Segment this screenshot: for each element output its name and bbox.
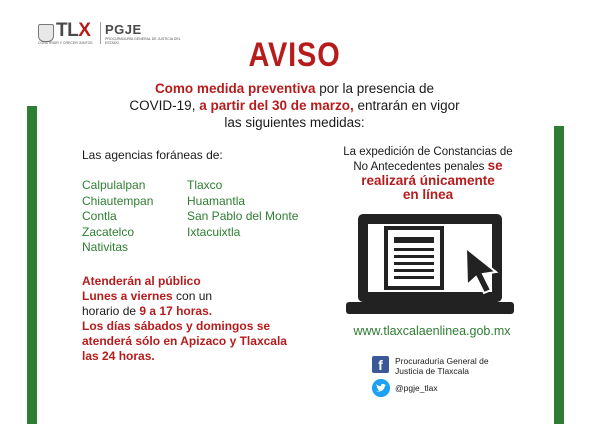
facebook-icon[interactable]: f [372, 356, 389, 373]
list-item: Tlaxco [187, 178, 223, 192]
constancias-info: La expedición de Constancias de No Antecedentes penales se realizará únicamente en línea [343, 146, 513, 202]
list-item: Contla [82, 209, 117, 223]
twitter-icon[interactable] [372, 379, 390, 397]
facebook-label: Procuraduría General de Justicia de Tlaxcala [395, 356, 489, 376]
intro-text: Como medida preventiva por la presencia de COVID-19, a partir del 30 de marzo, entrarán en vigor las siguientes medidas: [129, 81, 460, 130]
logo-pgje-subtitle: PROCURADURÍA GENERAL DE JUSTICIA DEL ESTADO [105, 37, 181, 45]
list-item: Calpulalpan [82, 178, 146, 192]
twitter-handle[interactable]: @pgje_tlax [395, 383, 438, 393]
logo-pgje: PGJE [105, 22, 142, 37]
left-green-bar [27, 106, 37, 424]
agencies-column-1 [82, 178, 153, 256]
list-item: Chiautempan [82, 193, 154, 208]
list-item: Huamantla [187, 193, 246, 208]
hours-info: Atenderán al público Lunes a viernes con un horario de 9 a 17 horas. Los días sábados y domingos se atenderá sólo en Apizaco y Tlaxcala las 24 horas. [82, 274, 287, 363]
laptop-icon [346, 210, 514, 322]
logo-tlx-subtitle: CONSTRUIR Y CRECER JUNTOS [38, 41, 93, 45]
list-item: Zacatelco [82, 224, 135, 239]
logo-tlx: TLX [56, 20, 91, 41]
list-item: Nativitas [82, 240, 129, 254]
list-item: Ixtacuixtla [187, 224, 241, 239]
list-item: San Pablo del Monte [187, 209, 299, 223]
page-title: AVISO [248, 36, 341, 74]
agencies-column-2 [187, 178, 298, 240]
right-green-bar [554, 126, 564, 424]
website-link[interactable]: www.tlaxcalaenlinea.gob.mx [353, 324, 511, 338]
agencies-heading: Las agencias foráneas de: [82, 148, 223, 162]
